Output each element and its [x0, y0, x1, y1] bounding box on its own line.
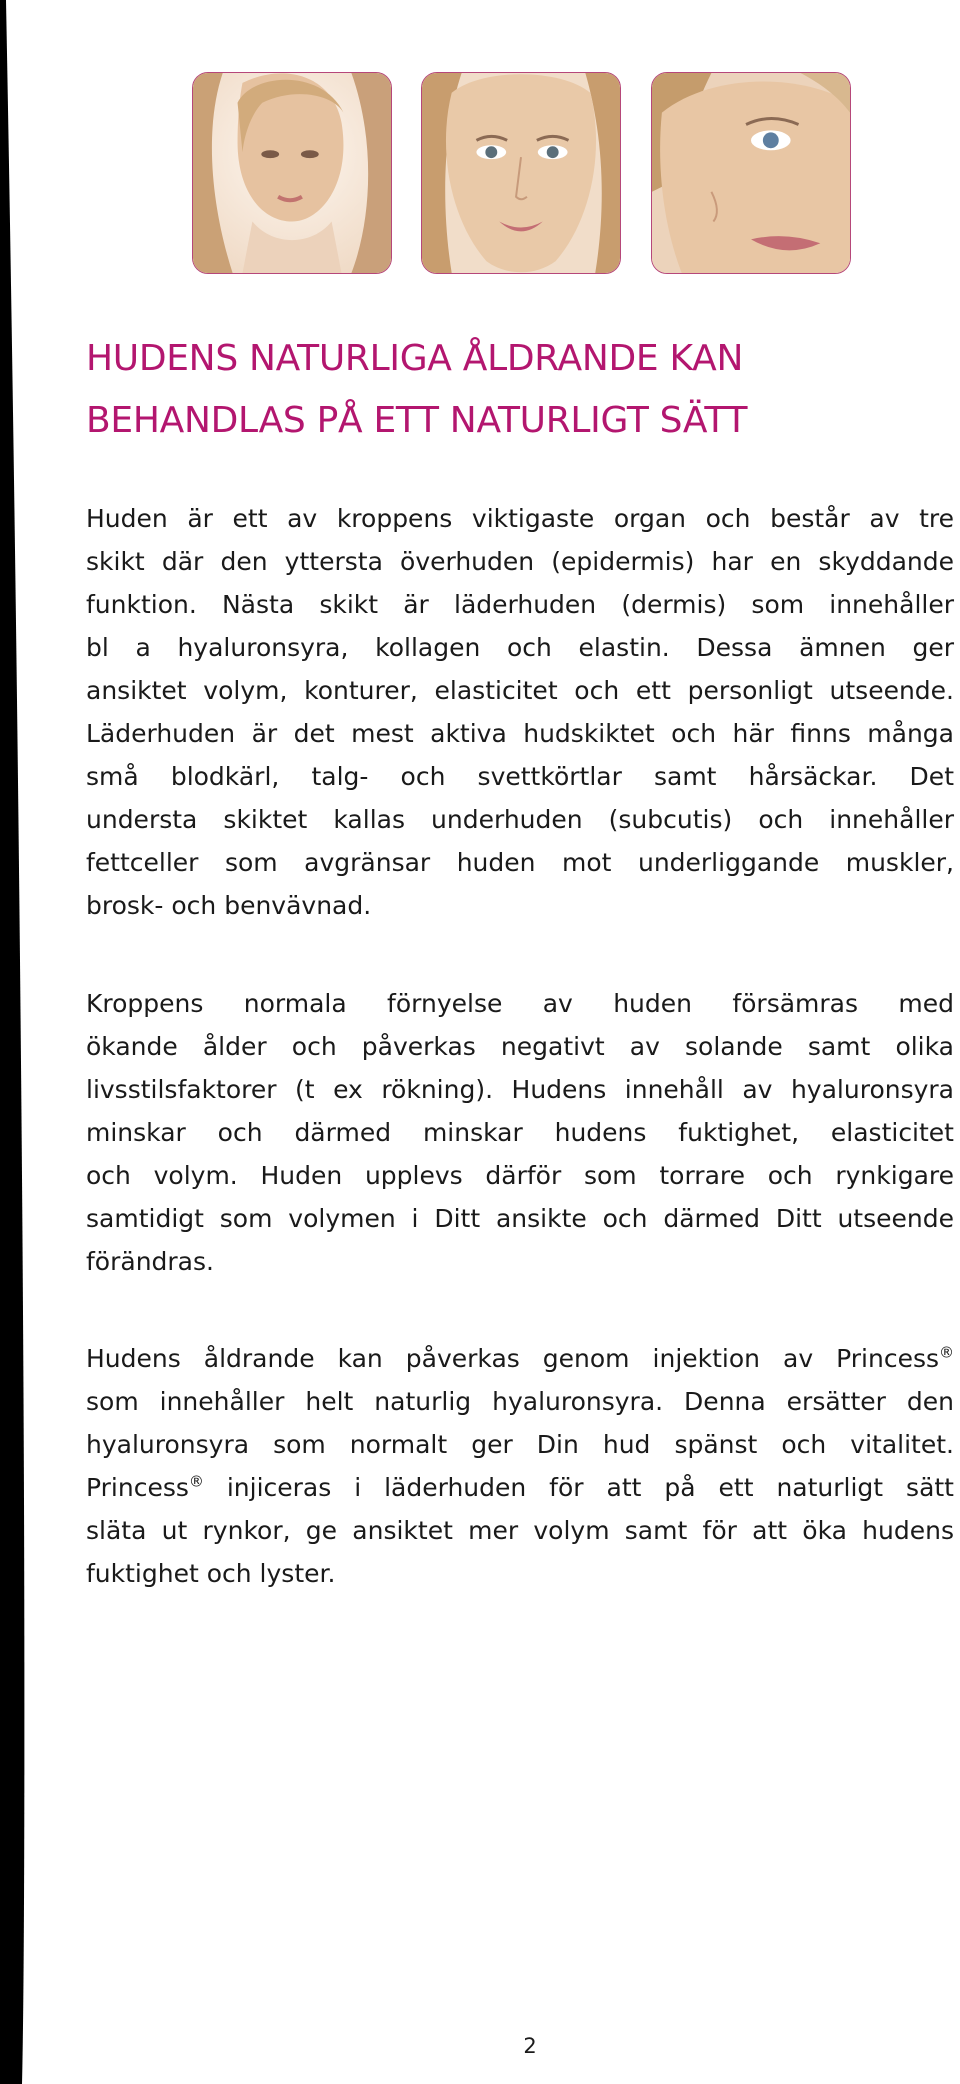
text-line: fuktighet och lyster. — [86, 1559, 336, 1588]
paragraph-princess-treatment — [86, 1337, 954, 1595]
brand-name: Princess — [86, 1473, 189, 1502]
registered-mark: ® — [188, 1472, 204, 1491]
face-photo-icon — [422, 73, 620, 273]
text-segment: injiceras i läderhuden för att på ett naturligt sätt — [203, 1473, 954, 1502]
text-line: funktion. Nästa skikt är läderhuden (dermis) som innehåller — [86, 590, 954, 619]
text-line: livsstilsfaktorer (t ex rökning). Hudens innehåll av hyaluronsyra — [86, 1075, 954, 1104]
page-edge-band — [0, 0, 26, 2084]
face-photo-1 — [192, 72, 392, 274]
text-line: släta ut rynkor, ge ansiktet mer volym samt för att öka hudens — [86, 1516, 954, 1545]
heading-line: BEHANDLAS PÅ ETT NATURLIGT SÄTT — [86, 400, 748, 441]
text-line: och volym. Huden upplevs därför som torrare och rynkigare — [86, 1161, 954, 1190]
face-photo-3 — [651, 72, 851, 274]
face-photo-icon — [193, 73, 391, 273]
text-segment: Hudens åldrande kan påverkas genom injektion av Princess — [86, 1344, 939, 1373]
paragraph-skin-aging — [86, 982, 954, 1283]
text-line: minskar och därmed minskar hudens fuktighet, elasticitet — [86, 1118, 954, 1147]
text-line: bl a hyaluronsyra, kollagen och elastin. Dessa ämnen ger — [86, 633, 954, 662]
registered-mark: ® — [939, 1343, 954, 1362]
text-line: fettceller som avgränsar huden mot underliggande muskler, — [86, 848, 954, 877]
text-line: brosk- och benvävnad. — [86, 891, 372, 920]
text-line — [86, 1337, 954, 1380]
text-line: ansiktet volym, konturer, elasticitet och ett personligt utseende. — [86, 676, 954, 705]
text-line: Kroppens normala förnyelse av huden försämras med — [86, 989, 954, 1018]
text-line: Läderhuden är det mest aktiva hudskiktet och här finns många — [86, 719, 954, 748]
face-photo-strip — [192, 72, 852, 274]
page-number: 2 — [523, 2034, 537, 2058]
text-line: små blodkärl, talg- och svettkörtlar samt hårsäckar. Det — [86, 762, 954, 791]
text-line: samtidigt som volymen i Ditt ansikte och därmed Ditt utseende — [86, 1204, 954, 1233]
text-line: understa skiktet kallas underhuden (subcutis) och innehåller — [86, 805, 954, 834]
text-line: skikt där den yttersta överhuden (epidermis) har en skyddande — [86, 547, 954, 576]
text-line: som innehåller helt naturlig hyaluronsyra. Denna ersätter den — [86, 1387, 954, 1416]
text-line — [86, 1466, 954, 1509]
heading-line: HUDENS NATURLIGA ÅLDRANDE KAN — [86, 338, 744, 379]
text-line: hyaluronsyra som normalt ger Din hud spänst och vitalitet. — [86, 1430, 954, 1459]
text-line: Huden är ett av kroppens viktigaste organ och består av tre — [86, 504, 954, 533]
face-photo-icon — [652, 73, 850, 273]
page-heading — [86, 328, 886, 452]
text-line: förändras. — [86, 1247, 214, 1276]
paragraph-skin-layers — [86, 497, 954, 927]
text-line: ökande ålder och påverkas negativt av solande samt olika — [86, 1032, 954, 1061]
face-photo-2 — [421, 72, 621, 274]
